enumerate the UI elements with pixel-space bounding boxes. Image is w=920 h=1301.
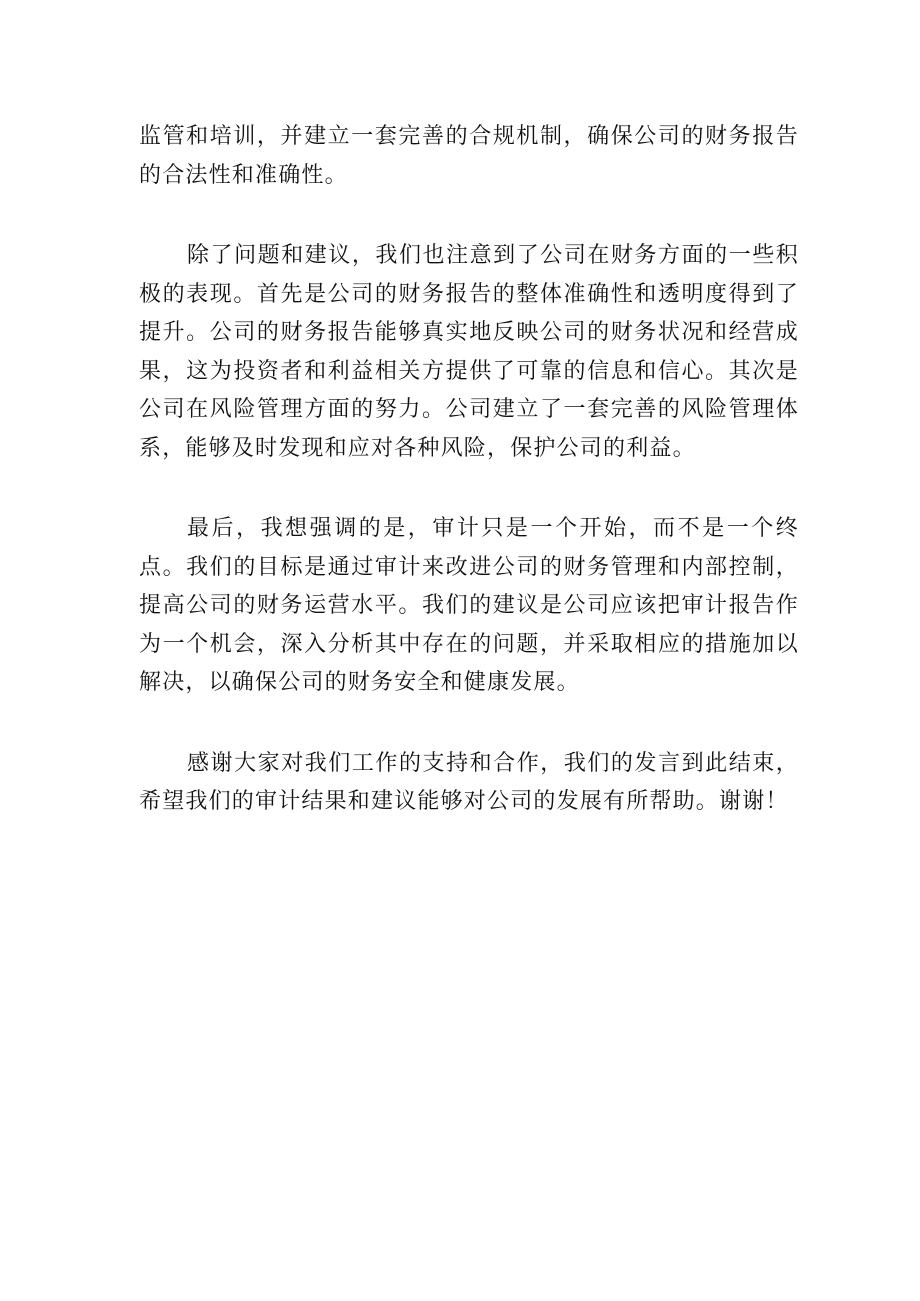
paragraph-gap [139,703,799,745]
paragraph-gap [139,195,799,237]
body-text [139,118,799,822]
paragraph-thanks: 感谢大家对我们工作的支持和合作，我们的发言到此结束，希望我们的审计结果和建议能够对公司的发展有所帮助。谢谢！ [139,750,799,814]
paragraph-conclusion: 最后，我想强调的是，审计只是一个开始，而不是一个终点。我们的目标是通过审计来改进公司的财务管理和内部控制，提高公司的财务运营水平。我们的建议是公司应该把审计报告作为一个机会，深入分析其中存在的问题，并采取相应的措施加以解决，以确保公司的财务安全和健康发展。 [139,516,799,695]
paragraph-gap [139,468,799,510]
paragraph-continuation: 监管和培训，并建立一套完善的合规机制，确保公司的财务报告的合法性和准确性。 [139,124,799,188]
paragraph-positive-aspects: 除了问题和建议，我们也注意到了公司在财务方面的一些积极的表现。首先是公司的财务报告的整体准确性和透明度得到了提升。公司的财务报告能够真实地反映公司的财务状况和经营成果，这为投资者和利益相关方提供了可靠的信息和信心。其次是公司在风险管理方面的努力。公司建立了一套完善的风险管理体系，能够及时发现和应对各种风险，保护公司的利益。 [139,243,799,461]
